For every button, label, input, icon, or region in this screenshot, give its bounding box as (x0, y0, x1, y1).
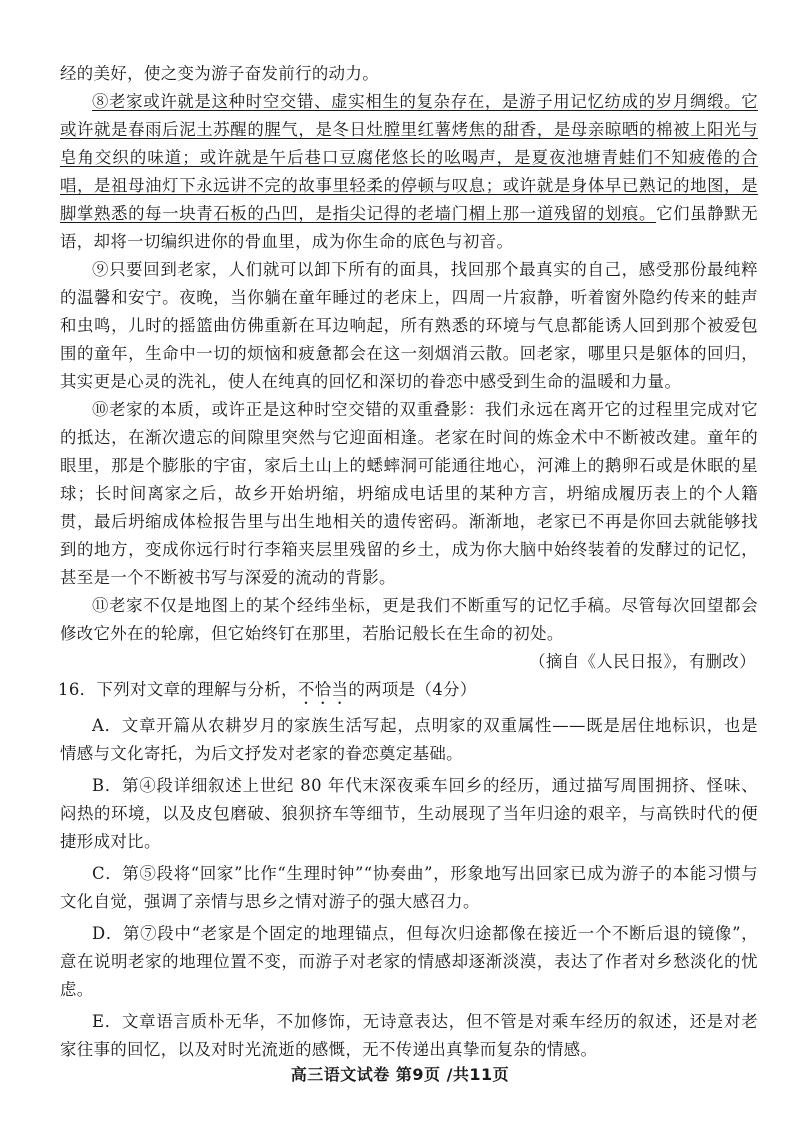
paragraph-7-tail: 经的美好，使之变为游子奋发前行的动力。 (60, 64, 380, 83)
paragraph-8-rest: 它们虽静默无语，却将一切编织进你的骨血里，成为你生命的底色与初音。 (60, 204, 759, 251)
paragraph-8 (60, 88, 758, 256)
option-c: C．第⑤段将“回家”比作“生理时钟”“协奏曲”，形象地写出回家已成为游子的本能习惯与文化自觉，强调了亲情与思乡之情对游子的强大感召力。 (60, 864, 758, 911)
paragraph-11: ⑪老家不仅是地图上的某个经纬坐标，更是我们不断重写的记忆手稿。尽管每次回望都会修改它外在的轮廓，但它始终钉在那里，若胎记般长在生命的初处。 (60, 596, 758, 643)
passage-body (60, 60, 758, 1064)
option-e: E．文章语言质朴无华，不加修饰，无诗意表达，但不管是对乘车经历的叙述，还是对老家往事的回忆，以及对时光流逝的感慨，无不传递出真挚而复杂的情感。 (60, 1012, 758, 1059)
page-footer: 高三语文试卷 第9页 /共11页 (290, 1065, 510, 1084)
paragraph-10: ⑩老家的本质，或许正是这种时空交错的双重叠影：我们永远在离开它的过程里完成对它的抵达，在渐次遗忘的间隙里突然与它迎面相逢。老家在时间的炼金术中不断被改建。童年的眼里，那是个膨胀的宇宙，家后土山上的蟋蟀洞可能通往地心，河滩上的鹅卵石或是休眠的星球；长时间离家之后，故乡开始坍缩，坍缩成电话里的某种方言，坍缩成履历表上的个人籍贯，最后坍缩成体检报告里与出生地相关的遗传密码。渐渐地，老家已不再是你回去就能够找到的地方，变成你远行时行李箱夹层里残留的乡土，成为你大脑中始终装着的发酵过的记忆，甚至是一个不断被书写与深爱的流动的背影。 (60, 400, 758, 587)
question-stem-emphasis: 不恰当 (297, 680, 349, 699)
question-16-stem (58, 676, 758, 708)
option-a: A．文章开篇从农耕岁月的家族生活写起，点明家的双重属性——既是居住地标识，也是情感与文化寄托，为后文抒发对老家的眷恋奠定基础。 (60, 716, 758, 763)
paragraph-9: ⑨只要回到老家，人们就可以卸下所有的面具，找回那个最真实的自己，感受那份最纯粹的温馨和安宁。夜晚，当你躺在童年睡过的老床上，四周一片寂静，听着窗外隐约传来的蛙声和虫鸣，儿时的摇篮曲仿佛重新在耳边响起，所有熟悉的环境与气息都能诱人回到那个被爱包围的童年，生命中一切的烦恼和疲惫都会在这一刻烟消云散。回老家，哪里只是躯体的回归，其实更是心灵的洗礼，使人在纯真的回忆和深切的眷恋中感受到生命的温暖和力量。 (60, 260, 758, 391)
question-stem-pre: 16．下列对文章的理解与分析， (58, 680, 298, 699)
option-d: D．第⑦段中“老家是个固定的地理锚点，但每次归途都像在接近一个不断后退的镜像”，意在说明老家的地理位置不变，而游子对老家的情感却逐渐淡漠，表达了作者对乡愁淡化的忧虑。 (60, 924, 758, 999)
question-stem-post: 的两项是（4分） (348, 680, 477, 699)
option-b: B．第④段详细叙述上世纪 80 年代末深夜乘车回乡的经历，通过描写周围拥挤、怪味、闷热的环境，以及皮包磨破、狼狈挤车等细节，生动展现了当年归途的艰辛，与高铁时代的便捷形成对比。 (60, 776, 758, 851)
paragraph-8-underlined-text: ⑧老家或许就是这种时空交错、虚实相生的复杂存在，是游子用记忆纺成的岁月绸缎。它或许就是春雨后泥土苏醒的腥气，是冬日灶膛里红薯烤焦的甜香，是母亲晾晒的棉被上阳光与皂角交织的味道；或许就是午后巷口豆腐佬悠长的吆喝声，是夏夜池塘青蛙们不知疲倦的合唱，是祖母油灯下永远讲不完的故事里轻柔的停顿与叹息；或许就是身体早已熟记的地图，是脚掌熟悉的每一块青石板的凸凹，是指尖记得的老墙门楣上那一道残留的划痕。 (60, 92, 758, 223)
source-citation: （摘自《人民日报》，有删改） (529, 652, 756, 671)
